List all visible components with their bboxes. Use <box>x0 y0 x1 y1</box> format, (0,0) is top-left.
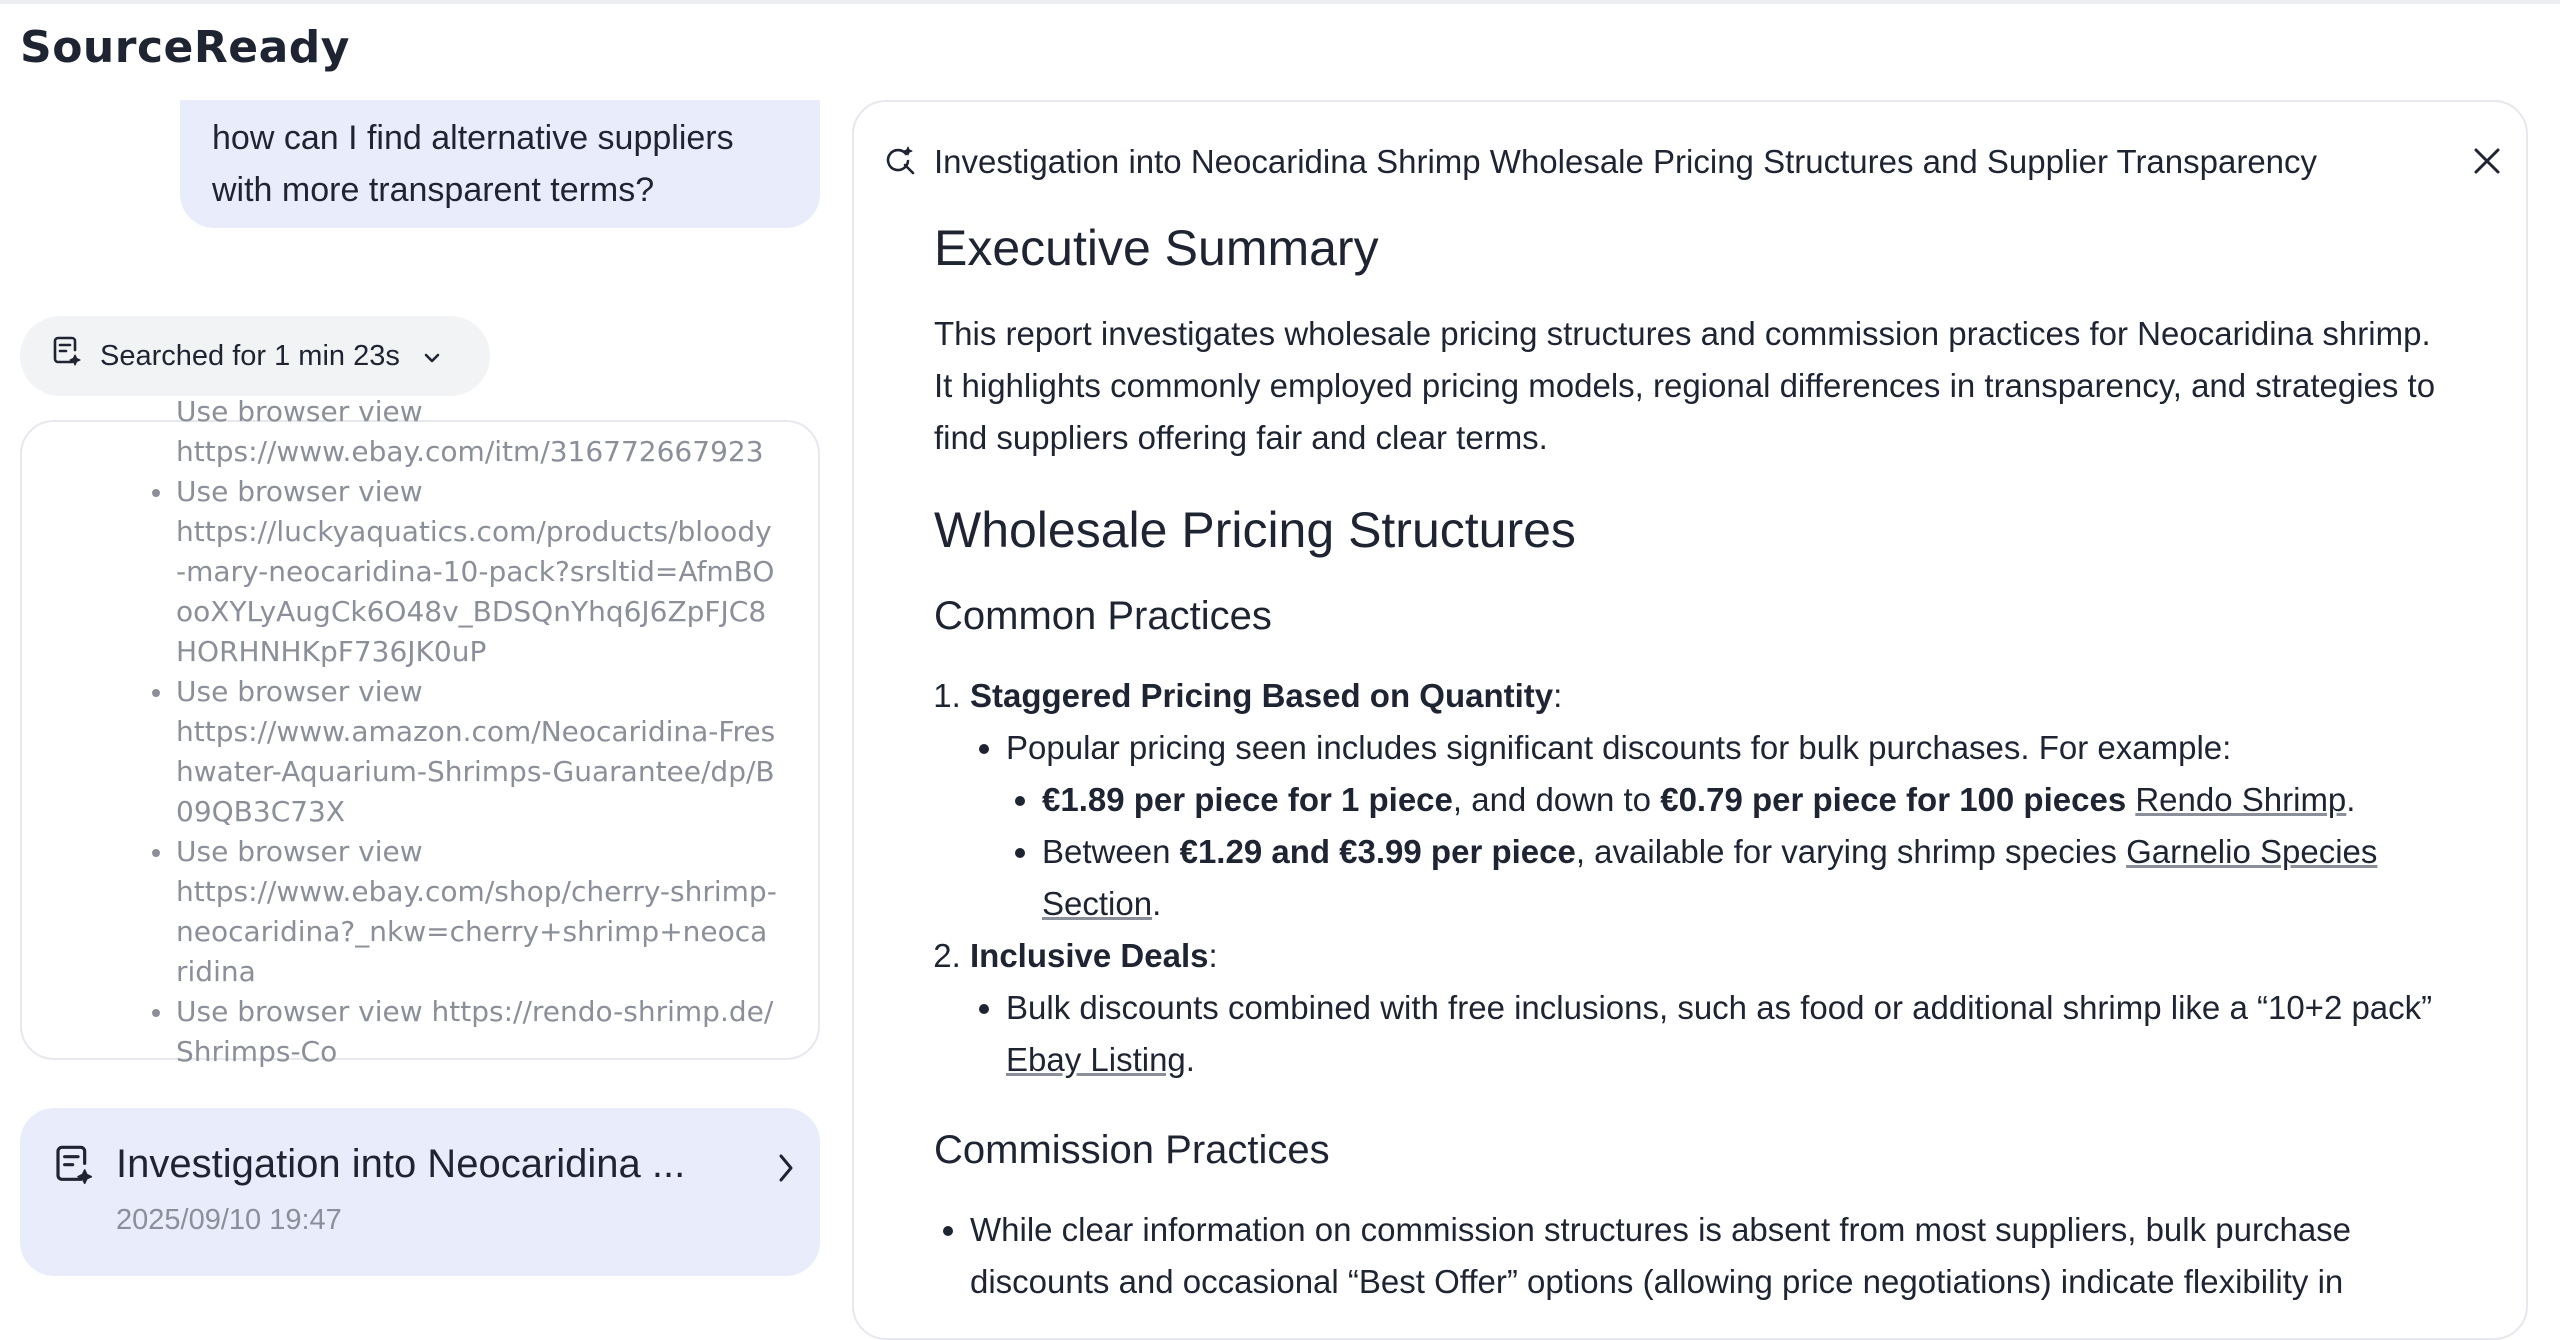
item-colon: : <box>1553 677 1563 714</box>
list-item <box>1006 982 2454 1086</box>
report-card-date: 2025/09/10 19:47 <box>116 1204 342 1236</box>
list-item <box>1042 774 2454 826</box>
log-item: Use browser view <box>176 395 423 428</box>
price-bold: €1.29 and €3.99 per piece <box>1179 833 1576 870</box>
item-colon: : <box>1208 937 1218 974</box>
log-item: https://www.amazon.com/Neocaridina-Freshwater-Aquarium-Shrimps-Guarantee/dp/B09QB3C73X <box>176 715 776 828</box>
app-logo[interactable]: SourceReady <box>20 22 350 73</box>
log-item: https://www.ebay.com/itm/316772667923 <box>176 435 764 468</box>
list-item <box>1042 826 2454 930</box>
rendo-shrimp-link[interactable]: Rendo Shrimp <box>2135 781 2347 818</box>
list-item <box>1006 722 2454 930</box>
item-end: . <box>1152 885 1162 922</box>
executive-summary-heading: Executive Summary <box>934 220 1379 276</box>
log-item: Use browser view <box>176 472 778 512</box>
search-sparkle-icon <box>884 144 916 181</box>
report-body <box>934 212 2454 1308</box>
pricing-structures-heading: Wholesale Pricing Structures <box>934 502 1576 558</box>
item-end: . <box>2346 781 2356 818</box>
item-text: Bulk discounts combined with free inclusions, such as food or additional shrimp like a “10+2 pack” <box>1006 989 2433 1026</box>
chevron-right-icon <box>776 1152 796 1189</box>
item-label: Staggered Pricing Based on Quantity <box>970 677 1554 714</box>
report-title: Investigation into Neocaridina Shrimp Wholesale Pricing Structures and Supplier Transparency <box>934 143 2318 180</box>
item-text: While clear information on commission structures is absent from most suppliers, bulk purchase discounts and occasional “Best Offer” options (allowing price negotiations) indicate flexibility in <box>970 1211 2352 1300</box>
price-bold: €0.79 per piece for 100 pieces <box>1660 781 2127 818</box>
user-message-text: how can I find alternative suppliers with more transparent terms? <box>212 119 734 209</box>
list-item <box>970 930 2454 1086</box>
commission-list <box>934 1204 2454 1308</box>
user-message-bubble <box>180 100 820 228</box>
ebay-listing-link[interactable]: Ebay Listing <box>1006 1041 1186 1078</box>
item-text: Popular pricing seen includes significant discounts for bulk purchases. For example: <box>1006 729 2232 766</box>
report-header <box>884 140 2504 184</box>
report-card[interactable] <box>20 1108 820 1276</box>
item-text: , available for varying shrimp species <box>1575 833 2127 870</box>
item-label: Inclusive Deals <box>970 937 1209 974</box>
search-log-list <box>22 392 818 1072</box>
list-item <box>970 1204 2454 1308</box>
searched-label: Searched for 1 min 23s <box>100 339 400 372</box>
log-item: Use browser view <box>176 832 778 872</box>
common-practices-heading: Common Practices <box>934 594 1272 638</box>
log-item: https://luckyaquatics.com/products/bloody-mary-neocaridina-10-pack?srsltid=AfmBOooXYLyAugCk6O48v_BDSQnYhq6J6ZpFJC8HORHNHKpF736JK0uP <box>176 515 775 668</box>
item-end: . <box>1185 1041 1195 1078</box>
report-sparkle-icon <box>54 1144 94 1193</box>
close-icon[interactable] <box>2470 144 2504 183</box>
price-bold: €1.89 per piece for 1 piece <box>1042 781 1453 818</box>
item-text: , and down to <box>1452 781 1661 818</box>
item-text: Between <box>1042 833 1180 870</box>
garnelio-link[interactable]: Garnelio Species Section <box>1042 833 2378 922</box>
practices-list <box>934 670 2454 1086</box>
searched-toggle-button[interactable] <box>20 316 490 396</box>
log-item: https://www.ebay.com/shop/cherry-shrimp-neocaridina?_nkw=cherry+shrimp+neocaridina <box>176 875 777 988</box>
report-panel <box>852 100 2528 1340</box>
top-border <box>0 0 2560 4</box>
executive-summary-text: This report investigates wholesale pricing structures and commission practices for Neocaridina shrimp. It highlights commonly employed pricing models, regional differences in transparency, and strategies to find suppliers offering fair and clear terms. <box>934 315 2436 456</box>
report-sparkle-icon <box>52 336 82 376</box>
commission-practices-heading: Commission Practices <box>934 1128 1330 1172</box>
list-item <box>970 670 2454 930</box>
log-item: Use browser view https://rendo-shrimp.de/Shrimps-Co <box>176 992 778 1072</box>
report-card-title: Investigation into Neocaridina ... <box>116 1142 686 1186</box>
chevron-down-icon <box>422 340 442 373</box>
search-log-panel[interactable] <box>20 395 820 1068</box>
log-item: Use browser view <box>176 672 778 712</box>
